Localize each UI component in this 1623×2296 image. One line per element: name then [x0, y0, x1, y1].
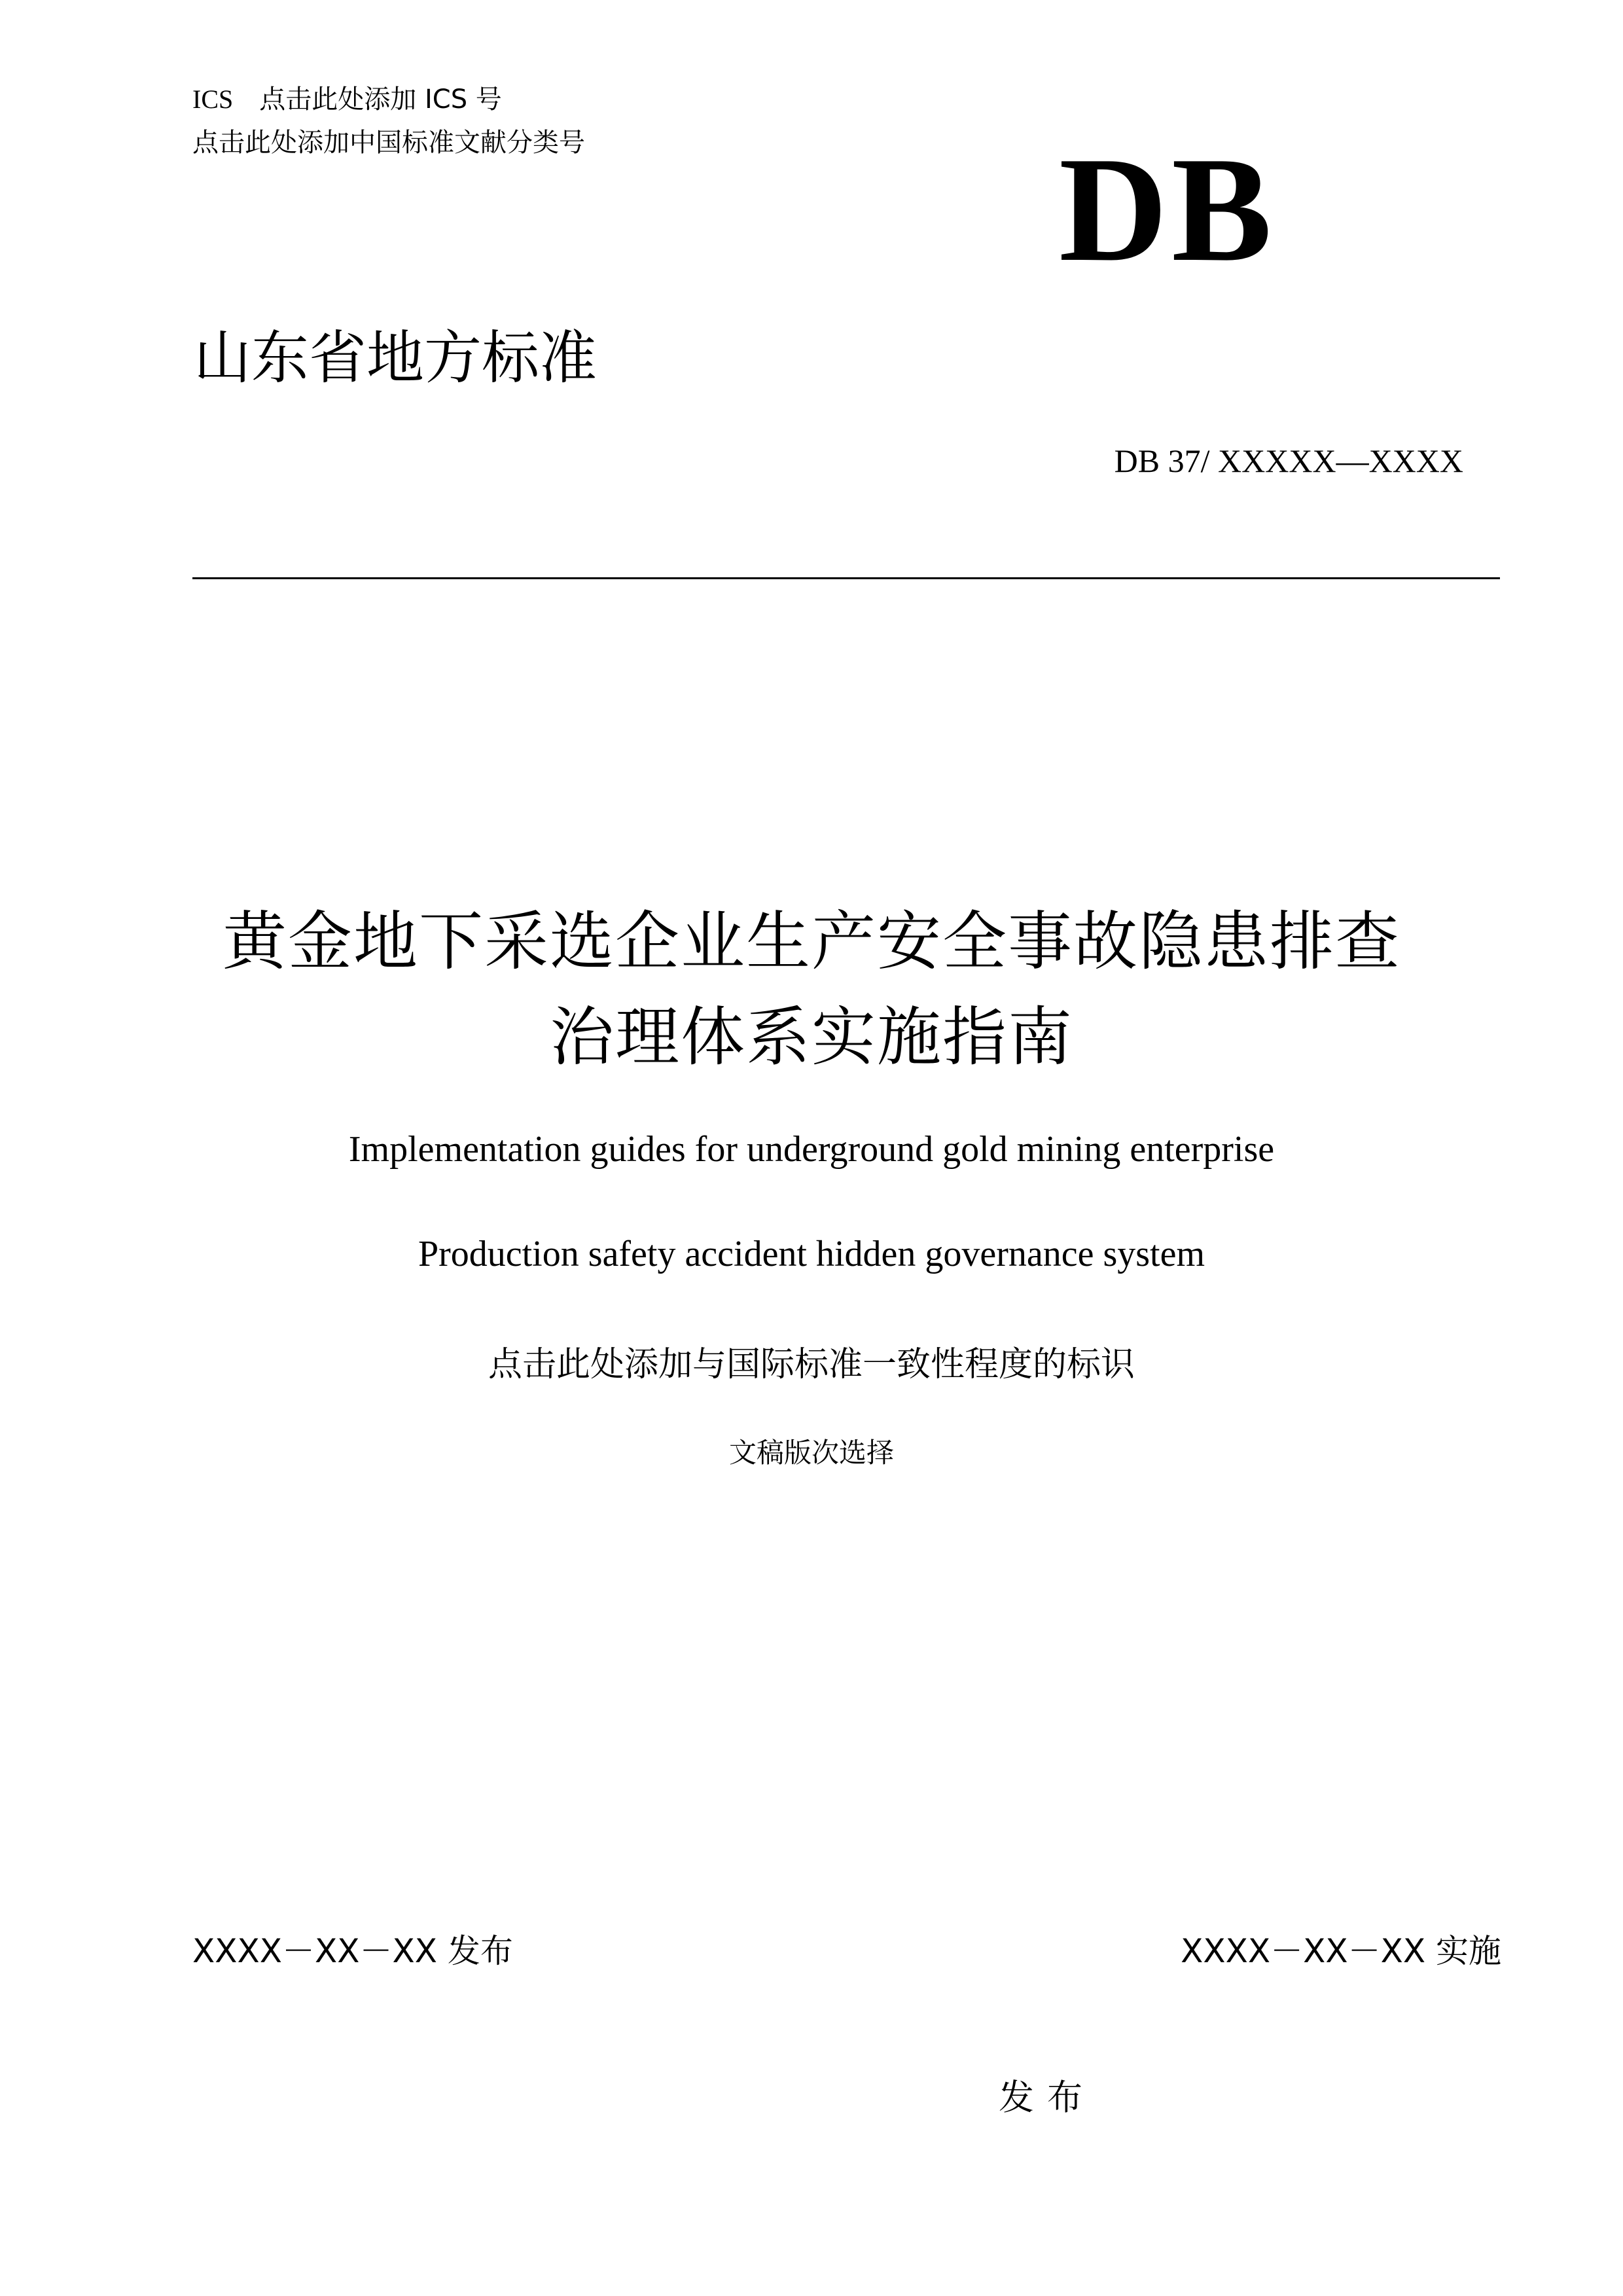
- ics-placeholder[interactable]: 点击此处添加 ICS 号: [259, 84, 502, 115]
- implementation-date: XXXX－XX－XX 实施: [1181, 1932, 1501, 1970]
- title-en-line-1: Implementation guides for underground gold mining enterprise: [348, 1129, 1275, 1170]
- ccs-placeholder[interactable]: 点击此处添加中国标准文献分类号: [192, 128, 585, 158]
- header-divider: [192, 577, 1500, 579]
- title-cn-line-2: 治理体系实施指南: [549, 1000, 1073, 1075]
- publisher-line: 发布: [999, 2077, 1096, 2118]
- consistency-placeholder[interactable]: 点击此处添加与国际标准一致性程度的标识: [488, 1345, 1135, 1384]
- ics-line: [192, 82, 502, 117]
- db-logo: DB: [1059, 126, 1276, 293]
- title-cn-line-1: 黄金地下采选企业生产安全事故隐患排查: [222, 905, 1400, 979]
- draft-version-select[interactable]: 文稿版次选择: [728, 1437, 894, 1469]
- issue-date: XXXX－XX－XX 发布: [192, 1932, 513, 1970]
- title-en-line-2: Production safety accident hidden governance system: [418, 1234, 1205, 1274]
- standard-number: DB 37/ XXXXX—XXXX: [1114, 442, 1463, 479]
- standard-category: 山东省地方标准: [194, 324, 597, 391]
- ics-prefix: ICS: [192, 84, 234, 114]
